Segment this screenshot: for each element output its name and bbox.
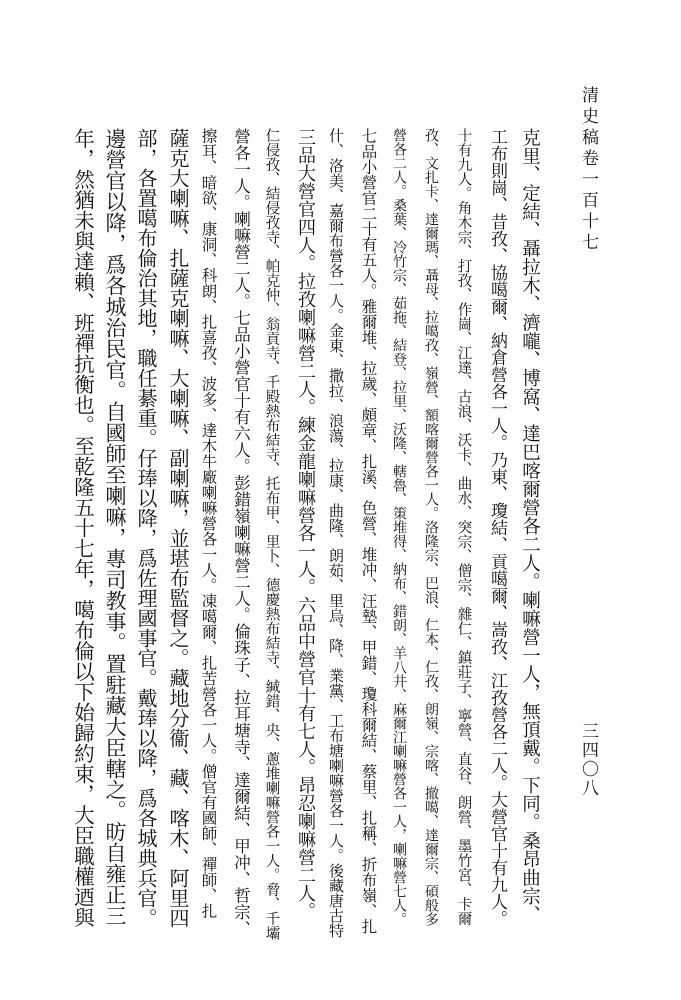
text-column: 年，然猶未與達賴、班禪抗衡也。至乾隆五十七年，噶布倫以下始歸約束，大臣職權迺與: [70, 128, 95, 928]
text-column: 營各二人。桑葉、冷竹宗、茹拖、結登、拉里、沃隆、轄魯、策堆得、納布、錯朗、羊八井、麻爾江喇嘛營各一人，喇嘛營七人。: [391, 128, 407, 926]
text-column: 部，各置噶布倫治其地，職任綦重。仔琫以降，爲佐理國事官。戴琫以降，爲各城典兵官。: [134, 128, 158, 928]
page-number: 三四〇八: [578, 722, 598, 798]
text-column: 營各一人。喇嘛營二人。七品小營官十有六人。彭錯嶺喇嘛營二人。倫珠子、拉耳塘寺、達爾結、甲冲、哲宗、: [231, 128, 251, 937]
text-column: 邊營官以降，爲各城治民官。自國師至喇嘛，專司教事。置駐藏大臣轄之。昉自雍正三: [103, 128, 127, 926]
text-column: 仁侵孜、結侵孜寺、帕克仲、翁貢寺、千殿熱布結寺、托布甲、里卜、德慶熱布結寺、緘錯、央、蔥堆喇嘛營各一人。脅、千壩: [263, 128, 280, 940]
text-column: 什、洛美、嘉爾布營各一人。金東、撒拉、浪蕩、拉康、曲隆、朗茹、里烏、降、業黨、工布塘喇嘛營各一人。後藏唐古特: [327, 128, 345, 938]
text-column: 工布則崗、昔孜、協噶爾、納倉營各一人。乃東、瓊結、貢噶爾、嵩孜、江孜營各二人。大營官十有九人。: [487, 128, 507, 927]
text-column: 七品小營官二十有五人。雅爾堆、拉歲、頗章、扎溪、色營、堆冲、汪墊、甲錯、瓊科爾結、蔡里、扎稱、折布嶺、扎: [359, 128, 378, 934]
text-column: 薩克大喇嘛、扎薩克喇嘛、大喇嘛、副喇嘛，並堪布監督之。藏地分衞、藏、喀木、阿里四: [166, 128, 190, 928]
text-column: 克里、定結、聶拉木、濟嚨、博窩、達巴喀爾營各二人。喇嘛營一人，無頂戴。下同。桑昂曲宗、: [519, 128, 541, 924]
book-title: 清史稿卷一百十七: [578, 86, 598, 254]
text-column: 擦耳、暗欲、康洞、科朗、扎喜孜、波多、達木牛廠喇嘛營各一人。凍噶爾、扎苦營各一人。僧官有國師、禪師、扎: [199, 128, 218, 919]
text-column: 孜、文扎卡、達爾瑪、聶母、拉噶孜、嶺營、額喀爾營各一人。洛隆宗、巴浪、仁本、仁孜、朗嶺、宗喀、撤噶、達爾宗、碩般多: [423, 128, 439, 926]
text-column: 十有九人。角木宗、打孜、作崗、江達、古浪、沃卡、曲水、突宗、僧宗、雜仁、鎮莊子、寧營、直谷、朗營、墨竹宮、卡爾: [455, 128, 472, 926]
text-column: 三品大營官四人。拉孜喇嘛營二人。練金龍喇嘛營各一人。六品中營官十有七人。昂忍喇嘛營二人。: [295, 128, 316, 920]
